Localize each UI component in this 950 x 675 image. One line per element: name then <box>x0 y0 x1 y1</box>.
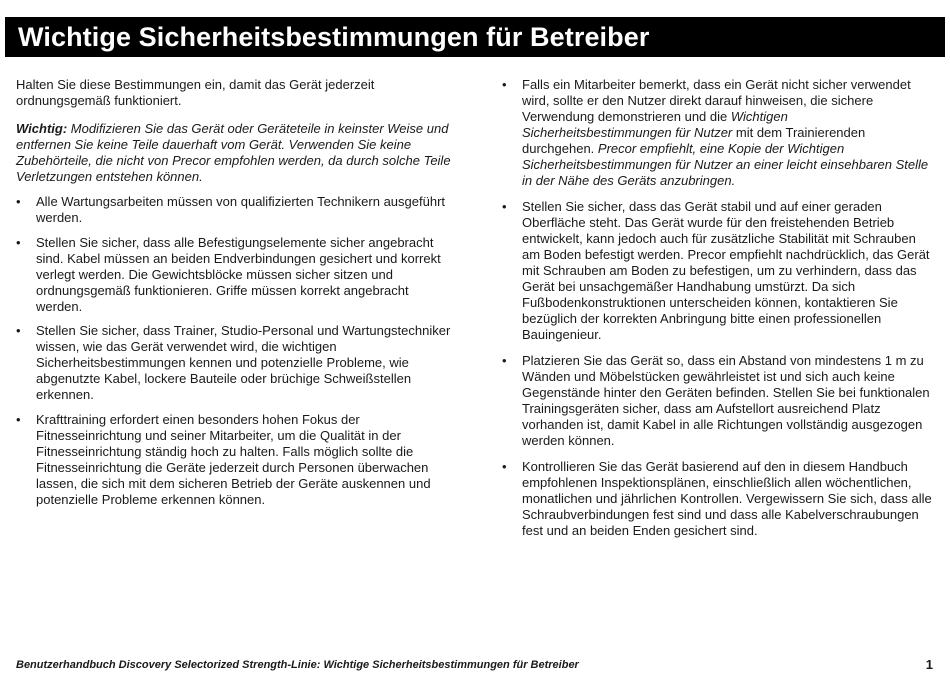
list-item-emphasis: Precor empfiehlt, eine Kopie der Wichtigen Sicherheitsbestimmungen für Nutzer an einer leicht einsehbaren Stelle in der Nähe des Geräts anzubringen. <box>522 141 929 188</box>
list-item-text: mit dem Trainierenden durchgehen. <box>522 125 866 156</box>
bullet-icon: • <box>502 459 507 474</box>
bullet-icon: • <box>502 199 507 214</box>
list-item-text: Stellen Sie sicher, dass alle Befestigungselemente sicher angebracht sind. Kabel müssen an beiden Endverbindungen gesichert und korrekt verlegt werden. Die Gewichtsblöcke müssen sicher sitzen und ordnungsgemäß funktionieren. Griffe müssen korrekt angebracht werden. <box>36 234 441 314</box>
list-item-text: Stellen Sie sicher, dass das Gerät stabil und auf einer geraden Oberfläche steht. Das Gerät wurde für den freistehenden Betrieb entwickelt, kann jedoch auch für zusätzliche Stabilität mit Schrauben am Boden befestigt werden. Precor empfiehlt nachdrücklich, das Gerät mit Schrauben am Boden zu befestigen, um zu verhindern, dass das Gerät bei unsachgemäßer Handhabung umstürzt. Da sich Fußbodenkonstruktionen unterscheiden können, kontaktieren Sie bezüglich der korrekten Anbringung bitte einen professionellen Bauingenieur. <box>522 199 930 342</box>
list-item <box>502 77 934 189</box>
important-note-text: Modifizieren Sie das Gerät oder Geräteteile in keinster Weise und entfernen Sie keine Teile dauerhaft vom Gerät. Verwenden Sie keine Zubehörteile, die nicht von Precor empfohlen werden, da durch solche Teile Verletzungen entstehen können. <box>16 121 451 184</box>
intro-paragraph: Halten Sie diese Bestimmungen ein, damit das Gerät jederzeit ordnungsgemäß funktioniert. <box>16 77 375 108</box>
right-column <box>502 77 934 549</box>
list-item-text: Platzieren Sie das Gerät so, dass ein Abstand von mindestens 1 m zu Wänden und Möbelstücken gewährleistet ist und sich auch keine Gegenstände hinter den Geräten befinden. Stellen Sie bei funktionalen Trainingsgeräten sicher, dass am Aufstellort ausreichend Platz vorhanden ist, damit Kabel in alle Richtungen vollständig ausgezogen werden können. <box>522 353 930 448</box>
bullet-icon: • <box>502 77 507 92</box>
list-item <box>502 353 934 449</box>
list-item-emphasis: Wichtigen Sicherheitsbestimmungen für Nutzer <box>522 109 788 140</box>
header-bar <box>5 17 945 57</box>
list-item-text: Stellen Sie sicher, dass Trainer, Studio-Personal und Wartungstechniker wissen, wie das Gerät verwendet wird, die wichtigen Sicherheitsbestimmungen kennen und potenzielle Probleme, wie abgenutzte Kabel, lockere Bauteile oder brüchige Schweißstellen erkennen. <box>36 323 451 402</box>
list-item-text: Alle Wartungsarbeiten müssen von qualifizierten Technikern ausgeführt werden. <box>36 194 446 225</box>
bullet-icon: • <box>16 194 21 209</box>
list-item <box>16 235 454 315</box>
list-item-text: Kontrollieren Sie das Gerät basierend auf den in diesem Handbuch empfohlenen Inspektionsplänen, einschließlich allen wöchentlichen, monatlichen und jährlichen Kontrollen. Vergewissern Sie sich, dass alle Schraubverbindungen fest sind und dass alle Kabelverschraubungen fest und an beiden Enden gesichert sind. <box>522 459 932 538</box>
page-title: Wichtige Sicherheitsbestimmungen für Betreiber <box>18 22 650 52</box>
bullet-icon: • <box>16 234 21 250</box>
bullet-icon: • <box>16 323 21 338</box>
bullet-icon: • <box>502 353 507 368</box>
left-column <box>16 77 454 516</box>
list-item <box>16 412 454 508</box>
list-item <box>502 459 934 539</box>
list-item <box>16 194 454 226</box>
list-item-text: Falls ein Mitarbeiter bemerkt, dass ein Gerät nicht sicher verwendet wird, sollte er den Nutzer direkt darauf hinweisen, die sichere Verwendung demonstrieren und die <box>522 77 911 124</box>
important-note <box>16 121 454 185</box>
footer-text: Benutzerhandbuch Discovery Selectorized Strength-Linie: Wichtige Sicherheitsbestimmungen für Betreiber <box>16 659 579 671</box>
right-bullet-list <box>502 77 934 539</box>
important-note-label: Wichtig: <box>16 121 68 136</box>
left-bullet-list <box>16 194 454 508</box>
list-item <box>502 199 934 343</box>
page-number: 1 <box>925 657 933 672</box>
list-item-text: Krafttraining erfordert einen besonders hohen Fokus der Fitnesseinrichtung und seiner Mitarbeiter, um die Qualität in der Fitnesseinrichtung ständig hoch zu halten. Falls möglich sollte die Fitnesseinrichtung die Geräte jederzeit durch Personen überwachen lassen, die sich mit dem sicheren Betrieb der Geräte auskennen und potenzielle Probleme erkennen können. <box>36 411 431 507</box>
list-item <box>16 323 454 403</box>
bullet-icon: • <box>16 411 21 427</box>
